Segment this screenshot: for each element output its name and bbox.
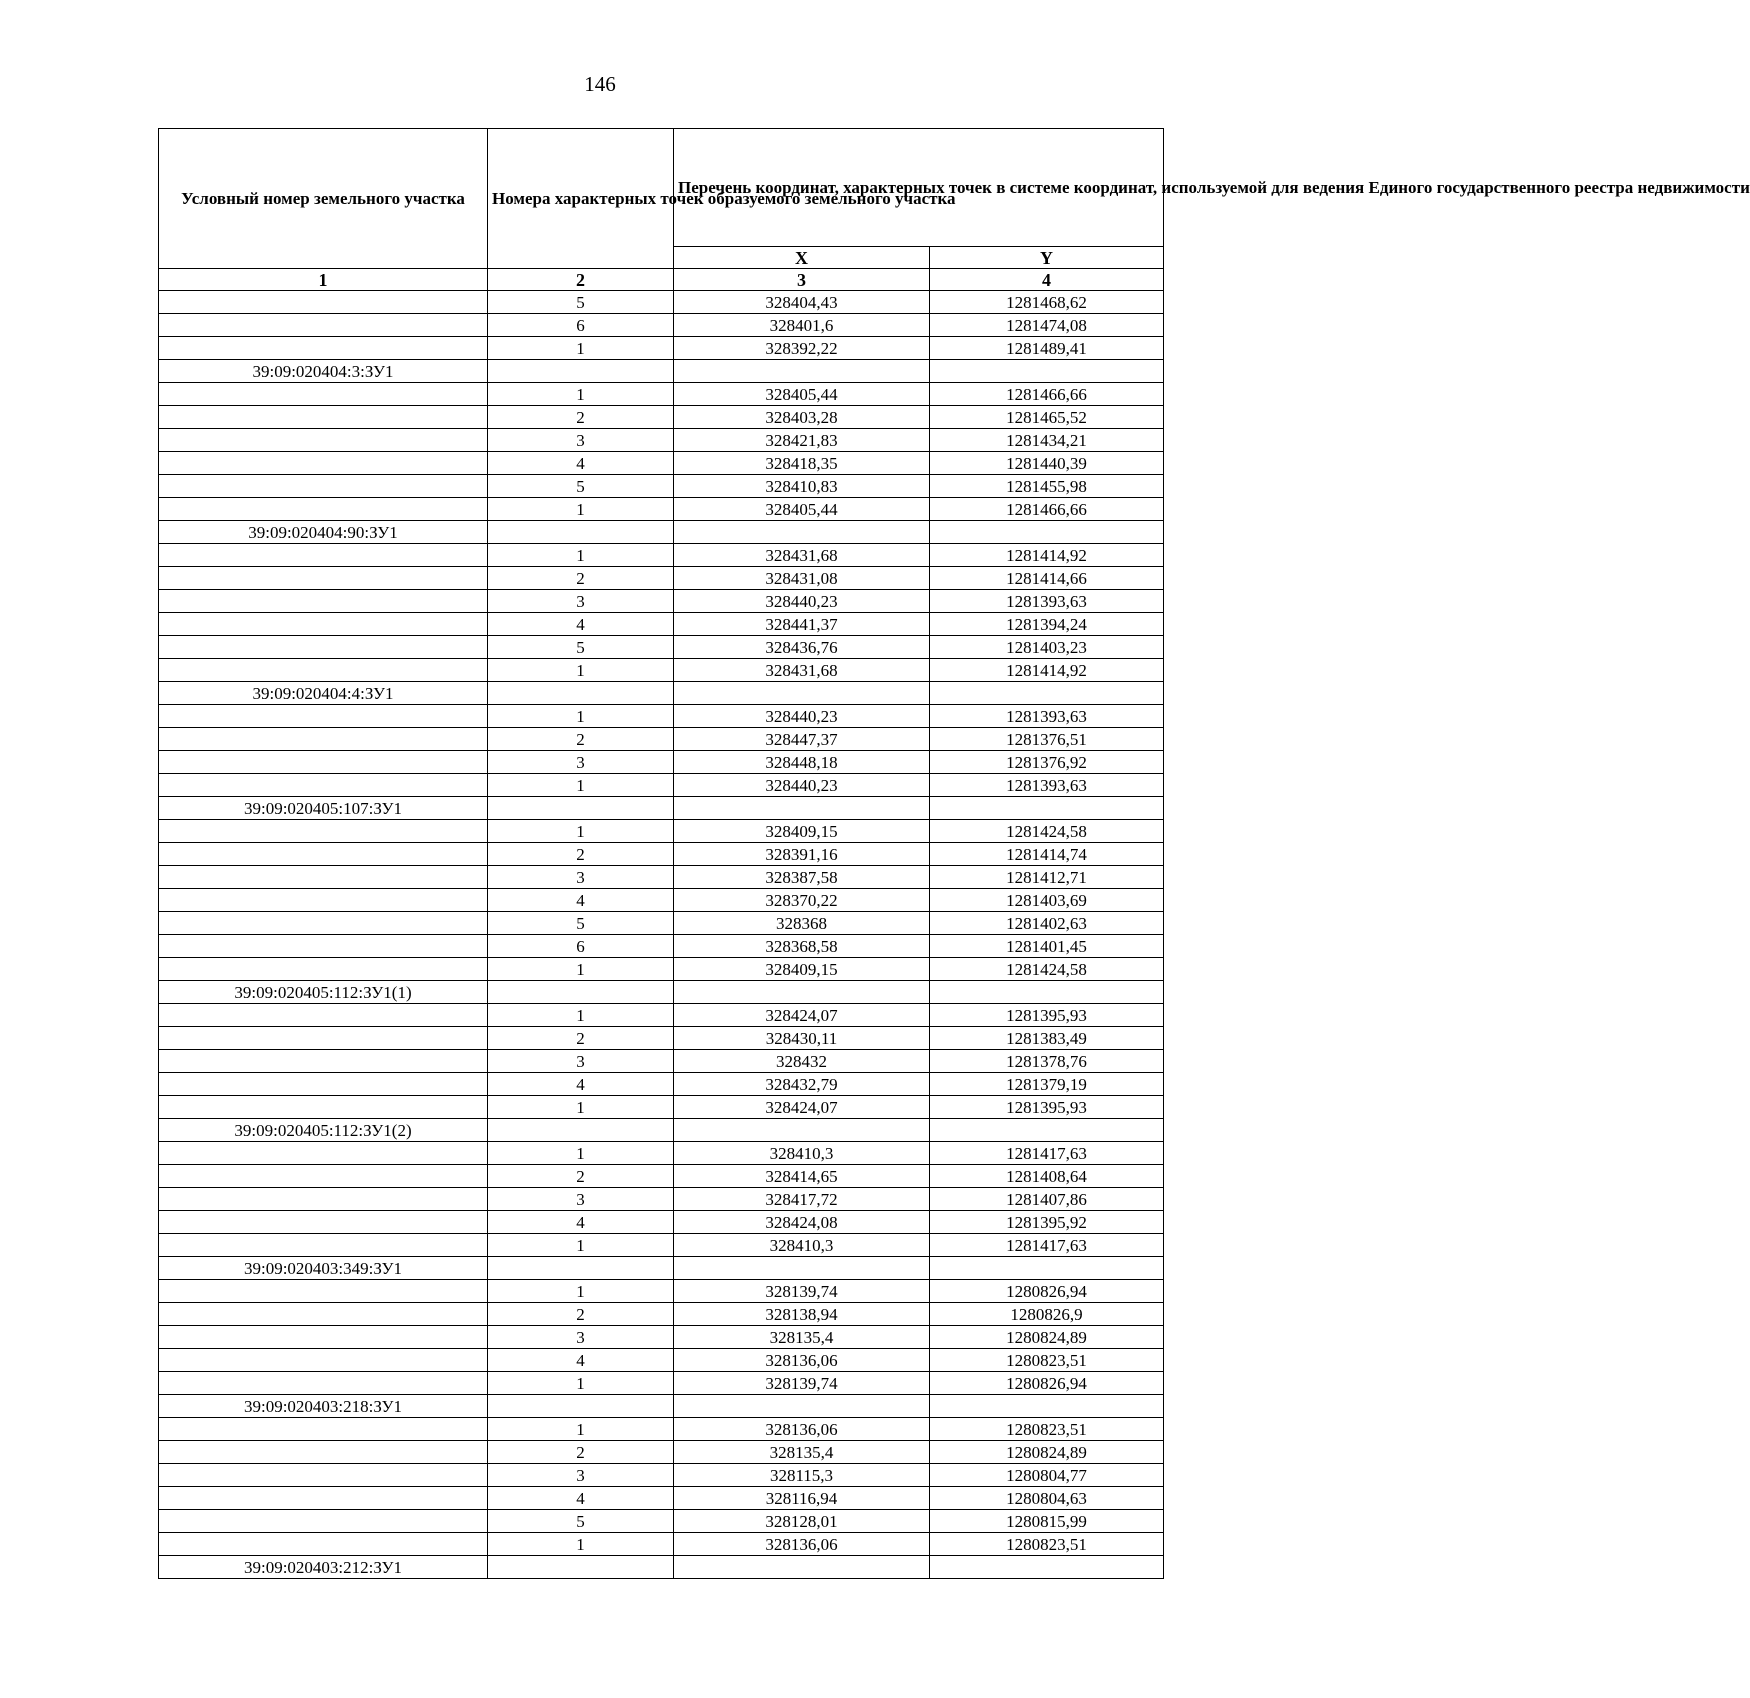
y-coordinate-cell: 1281403,69 [930,889,1164,912]
point-number-cell: 4 [488,1073,674,1096]
coordinates-table [158,128,1750,1579]
point-number-cell: 1 [488,1142,674,1165]
y-coordinate-cell [930,682,1164,705]
parcel-number-cell [159,774,488,797]
point-number-cell: 1 [488,820,674,843]
parcel-number-cell [159,728,488,751]
point-number-cell: 1 [488,1280,674,1303]
x-coordinate-cell: 328387,58 [674,866,930,889]
parcel-row [159,1257,1164,1280]
x-coordinate-cell: 328418,35 [674,452,930,475]
table-row [159,613,1164,636]
x-coordinate-cell: 328424,07 [674,1096,930,1119]
y-coordinate-cell: 1281412,71 [930,866,1164,889]
table-row [159,1441,1164,1464]
parcel-row [159,1556,1164,1579]
point-number-cell: 3 [488,751,674,774]
table-body [159,291,1164,1579]
parcel-number-cell [159,613,488,636]
y-coordinate-cell: 1281395,93 [930,1096,1164,1119]
point-number-cell [488,1119,674,1142]
column-number-row [159,269,1164,291]
point-number-cell: 1 [488,1004,674,1027]
x-coordinate-cell: 328424,08 [674,1211,930,1234]
parcel-row [159,521,1164,544]
y-coordinate-cell: 1281395,93 [930,1004,1164,1027]
parcel-number-cell: 39:09:020404:3:ЗУ1 [159,360,488,383]
table-row [159,544,1164,567]
table-row [159,935,1164,958]
y-coordinate-cell: 1281455,98 [930,475,1164,498]
x-coordinate-cell: 328116,94 [674,1487,930,1510]
point-number-cell: 4 [488,452,674,475]
x-coordinate-cell: 328432 [674,1050,930,1073]
x-coordinate-cell: 328405,44 [674,498,930,521]
x-coordinate-cell: 328430,11 [674,1027,930,1050]
parcel-number-cell [159,1073,488,1096]
table-row [159,452,1164,475]
point-number-cell: 3 [488,1188,674,1211]
point-number-cell: 6 [488,935,674,958]
y-coordinate-cell: 1281407,86 [930,1188,1164,1211]
y-coordinate-cell: 1280826,94 [930,1280,1164,1303]
parcel-number-cell [159,1487,488,1510]
x-coordinate-cell: 328135,4 [674,1326,930,1349]
point-number-cell: 5 [488,291,674,314]
point-number-cell [488,1257,674,1280]
table-row [159,912,1164,935]
y-coordinate-cell: 1281403,23 [930,636,1164,659]
x-coordinate-cell: 328128,01 [674,1510,930,1533]
y-coordinate-cell: 1281434,21 [930,429,1164,452]
table-row [159,958,1164,981]
y-coordinate-cell [930,360,1164,383]
table-row [159,590,1164,613]
parcel-number-cell [159,429,488,452]
parcel-number-cell [159,843,488,866]
parcel-number-cell: 39:09:020404:90:ЗУ1 [159,521,488,544]
x-coordinate-cell: 328409,15 [674,958,930,981]
parcel-number-cell [159,1510,488,1533]
point-number-cell: 1 [488,705,674,728]
parcel-number-cell [159,406,488,429]
x-coordinate-cell [674,1556,930,1579]
x-coordinate-cell: 328392,22 [674,337,930,360]
y-coordinate-cell: 1281408,64 [930,1165,1164,1188]
parcel-number-cell [159,935,488,958]
parcel-number-cell [159,475,488,498]
column-number: 4 [930,269,1164,291]
y-coordinate-cell: 1281383,49 [930,1027,1164,1050]
x-coordinate-cell: 328436,76 [674,636,930,659]
x-coordinate-cell: 328431,68 [674,659,930,682]
y-coordinate-cell: 1281468,62 [930,291,1164,314]
table-row [159,1418,1164,1441]
point-number-cell: 2 [488,1027,674,1050]
parcel-number-cell [159,1142,488,1165]
table-row [159,774,1164,797]
table-row [159,1487,1164,1510]
parcel-number-cell [159,1303,488,1326]
point-number-cell: 1 [488,1234,674,1257]
table-row [159,1188,1164,1211]
parcel-number-cell: 39:09:020404:4:ЗУ1 [159,682,488,705]
x-coordinate-cell [674,1257,930,1280]
y-coordinate-cell [930,1119,1164,1142]
point-number-cell: 3 [488,1326,674,1349]
table-header [159,129,1750,291]
page-number: 146 [584,72,616,96]
parcel-number-cell [159,452,488,475]
x-coordinate-cell [674,797,930,820]
x-coordinate-cell: 328440,23 [674,705,930,728]
point-number-cell: 1 [488,498,674,521]
parcel-number-cell: 39:09:020405:112:ЗУ1(2) [159,1119,488,1142]
parcel-number-cell [159,1418,488,1441]
y-coordinate-cell [930,1556,1164,1579]
header-x: X [674,247,930,269]
y-coordinate-cell: 1281376,92 [930,751,1164,774]
parcel-number-cell [159,1004,488,1027]
y-coordinate-cell: 1281466,66 [930,498,1164,521]
y-coordinate-cell: 1281465,52 [930,406,1164,429]
x-coordinate-cell: 328421,83 [674,429,930,452]
parcel-number-cell [159,820,488,843]
table-row [159,429,1164,452]
parcel-row [159,981,1164,1004]
y-coordinate-cell: 1280824,89 [930,1326,1164,1349]
x-coordinate-cell [674,981,930,1004]
x-coordinate-cell: 328410,3 [674,1142,930,1165]
parcel-row [159,1119,1164,1142]
point-number-cell: 1 [488,1096,674,1119]
point-number-cell: 4 [488,1487,674,1510]
point-number-cell: 1 [488,774,674,797]
parcel-row [159,682,1164,705]
x-coordinate-cell: 328414,65 [674,1165,930,1188]
y-coordinate-cell: 1280824,89 [930,1441,1164,1464]
parcel-number-cell [159,1464,488,1487]
y-coordinate-cell [930,797,1164,820]
parcel-number-cell: 39:09:020403:212:ЗУ1 [159,1556,488,1579]
header-point-numbers: Номера характерных точек образуемого земельного участка [488,129,674,269]
column-number: 3 [674,269,930,291]
y-coordinate-cell: 1281414,92 [930,659,1164,682]
point-number-cell: 3 [488,590,674,613]
table-row [159,567,1164,590]
x-coordinate-cell: 328432,79 [674,1073,930,1096]
y-coordinate-cell: 1281393,63 [930,590,1164,613]
point-number-cell: 1 [488,383,674,406]
point-number-cell: 4 [488,1349,674,1372]
point-number-cell: 3 [488,866,674,889]
point-number-cell: 4 [488,889,674,912]
x-coordinate-cell: 328404,43 [674,291,930,314]
point-number-cell [488,797,674,820]
point-number-cell: 3 [488,1464,674,1487]
x-coordinate-cell: 328139,74 [674,1372,930,1395]
parcel-number-cell [159,567,488,590]
y-coordinate-cell: 1280804,77 [930,1464,1164,1487]
table-row [159,1142,1164,1165]
y-coordinate-cell [930,1395,1164,1418]
x-coordinate-cell: 328440,23 [674,774,930,797]
parcel-number-cell [159,1096,488,1119]
table-row [159,843,1164,866]
y-coordinate-cell: 1281378,76 [930,1050,1164,1073]
parcel-number-cell [159,1050,488,1073]
table-row [159,705,1164,728]
point-number-cell: 1 [488,1418,674,1441]
parcel-number-cell [159,1211,488,1234]
y-coordinate-cell: 1281489,41 [930,337,1164,360]
table-row [159,337,1164,360]
parcel-number-cell: 39:09:020405:112:ЗУ1(1) [159,981,488,1004]
table-row [159,475,1164,498]
y-coordinate-cell: 1281474,08 [930,314,1164,337]
point-number-cell [488,521,674,544]
header-coordinates-list: Перечень координат, характерных точек в системе координат, используемой для ведения Единого государственного реестра недвижимости [674,129,1164,247]
y-coordinate-cell: 1281376,51 [930,728,1164,751]
parcel-number-cell: 39:09:020405:107:ЗУ1 [159,797,488,820]
parcel-number-cell [159,866,488,889]
point-number-cell: 2 [488,843,674,866]
y-coordinate-cell: 1281395,92 [930,1211,1164,1234]
parcel-number-cell [159,1326,488,1349]
y-coordinate-cell: 1280823,51 [930,1418,1164,1441]
x-coordinate-cell: 328410,83 [674,475,930,498]
x-coordinate-cell [674,521,930,544]
x-coordinate-cell: 328440,23 [674,590,930,613]
table-row [159,1510,1164,1533]
x-coordinate-cell: 328368 [674,912,930,935]
table-row [159,728,1164,751]
x-coordinate-cell [674,360,930,383]
table-row [159,1211,1164,1234]
point-number-cell: 2 [488,1165,674,1188]
parcel-row [159,1395,1164,1418]
table-row [159,1372,1164,1395]
x-coordinate-cell [674,1119,930,1142]
parcel-number-cell [159,659,488,682]
point-number-cell: 1 [488,1372,674,1395]
x-coordinate-cell: 328431,68 [674,544,930,567]
point-number-cell: 4 [488,613,674,636]
parcel-number-cell [159,751,488,774]
parcel-number-cell [159,498,488,521]
x-coordinate-cell: 328136,06 [674,1349,930,1372]
table-row [159,1464,1164,1487]
y-coordinate-cell [930,1257,1164,1280]
parcel-number-cell [159,1533,488,1556]
parcel-number-cell [159,889,488,912]
table-row [159,1280,1164,1303]
point-number-cell: 1 [488,659,674,682]
table-row [159,1004,1164,1027]
x-coordinate-cell: 328441,37 [674,613,930,636]
point-number-cell: 5 [488,636,674,659]
table-row [159,291,1164,314]
point-number-cell: 1 [488,337,674,360]
parcel-number-cell [159,383,488,406]
y-coordinate-cell: 1281424,58 [930,958,1164,981]
x-coordinate-cell [674,1395,930,1418]
y-coordinate-cell: 1281414,74 [930,843,1164,866]
point-number-cell: 5 [488,1510,674,1533]
point-number-cell: 1 [488,544,674,567]
table-row [159,1050,1164,1073]
x-coordinate-cell: 328410,3 [674,1234,930,1257]
parcel-number-cell [159,1280,488,1303]
point-number-cell [488,682,674,705]
table-row [159,383,1164,406]
parcel-number-cell [159,636,488,659]
parcel-number-cell [159,912,488,935]
point-number-cell: 2 [488,406,674,429]
parcel-number-cell [159,1027,488,1050]
table-row [159,1096,1164,1119]
y-coordinate-cell: 1281393,63 [930,705,1164,728]
parcel-number-cell [159,1165,488,1188]
point-number-cell: 2 [488,567,674,590]
y-coordinate-cell: 1280804,63 [930,1487,1164,1510]
y-coordinate-cell: 1281424,58 [930,820,1164,843]
table-row [159,406,1164,429]
table-row [159,866,1164,889]
y-coordinate-cell: 1281440,39 [930,452,1164,475]
x-coordinate-cell: 328409,15 [674,820,930,843]
table-row [159,751,1164,774]
parcel-number-cell [159,1441,488,1464]
x-coordinate-cell: 328424,07 [674,1004,930,1027]
parcel-number-cell [159,958,488,981]
point-number-cell: 3 [488,429,674,452]
y-coordinate-cell: 1281417,63 [930,1142,1164,1165]
point-number-cell: 5 [488,475,674,498]
parcel-number-cell [159,337,488,360]
table-row [159,889,1164,912]
parcel-number-cell [159,1372,488,1395]
y-coordinate-cell: 1280826,94 [930,1372,1164,1395]
table-row [159,1533,1164,1556]
point-number-cell: 2 [488,1303,674,1326]
table-row [159,659,1164,682]
point-number-cell: 1 [488,1533,674,1556]
y-coordinate-cell: 1281394,24 [930,613,1164,636]
x-coordinate-cell: 328447,37 [674,728,930,751]
point-number-cell: 1 [488,958,674,981]
x-coordinate-cell [674,682,930,705]
y-coordinate-cell [930,521,1164,544]
table-row [159,1027,1164,1050]
header-parcel-number: Условный номер земельного участка [159,129,488,269]
parcel-number-cell: 39:09:020403:218:ЗУ1 [159,1395,488,1418]
column-number: 1 [159,269,488,291]
point-number-cell: 5 [488,912,674,935]
x-coordinate-cell: 328391,16 [674,843,930,866]
point-number-cell: 2 [488,728,674,751]
point-number-cell [488,1556,674,1579]
x-coordinate-cell: 328417,72 [674,1188,930,1211]
parcel-number-cell [159,1188,488,1211]
y-coordinate-cell: 1281414,66 [930,567,1164,590]
point-number-cell [488,1395,674,1418]
point-number-cell [488,360,674,383]
table-row [159,1303,1164,1326]
x-coordinate-cell: 328448,18 [674,751,930,774]
x-coordinate-cell: 328368,58 [674,935,930,958]
y-coordinate-cell: 1281402,63 [930,912,1164,935]
parcel-row [159,360,1164,383]
y-coordinate-cell: 1280826,9 [930,1303,1164,1326]
point-number-cell: 2 [488,1441,674,1464]
table-row [159,1349,1164,1372]
table-row [159,314,1164,337]
parcel-number-cell [159,544,488,567]
table-row [159,820,1164,843]
x-coordinate-cell: 328431,08 [674,567,930,590]
column-number: 2 [488,269,674,291]
x-coordinate-cell: 328138,94 [674,1303,930,1326]
point-number-cell: 4 [488,1211,674,1234]
parcel-number-cell [159,1234,488,1257]
x-coordinate-cell: 328370,22 [674,889,930,912]
parcel-number-cell: 39:09:020403:349:ЗУ1 [159,1257,488,1280]
y-coordinate-cell [930,981,1164,1004]
y-coordinate-cell: 1281414,92 [930,544,1164,567]
y-coordinate-cell: 1281379,19 [930,1073,1164,1096]
x-coordinate-cell: 328136,06 [674,1533,930,1556]
y-coordinate-cell: 1281417,63 [930,1234,1164,1257]
y-coordinate-cell: 1281393,63 [930,774,1164,797]
point-number-cell: 6 [488,314,674,337]
table-row [159,636,1164,659]
x-coordinate-cell: 328136,06 [674,1418,930,1441]
point-number-cell: 3 [488,1050,674,1073]
table-row [159,1165,1164,1188]
table-row [159,1073,1164,1096]
table-row [159,1234,1164,1257]
x-coordinate-cell: 328403,28 [674,406,930,429]
x-coordinate-cell: 328401,6 [674,314,930,337]
table-row [159,1326,1164,1349]
x-coordinate-cell: 328405,44 [674,383,930,406]
parcel-row [159,797,1164,820]
parcel-number-cell [159,314,488,337]
y-coordinate-cell: 1280823,51 [930,1349,1164,1372]
x-coordinate-cell: 328135,4 [674,1441,930,1464]
header-y: Y [930,247,1164,269]
point-number-cell [488,981,674,1004]
y-coordinate-cell: 1281466,66 [930,383,1164,406]
x-coordinate-cell: 328139,74 [674,1280,930,1303]
parcel-number-cell [159,705,488,728]
parcel-number-cell [159,590,488,613]
y-coordinate-cell: 1281401,45 [930,935,1164,958]
y-coordinate-cell: 1280815,99 [930,1510,1164,1533]
x-coordinate-cell: 328115,3 [674,1464,930,1487]
table-row [159,498,1164,521]
y-coordinate-cell: 1280823,51 [930,1533,1164,1556]
parcel-number-cell [159,1349,488,1372]
parcel-number-cell [159,291,488,314]
